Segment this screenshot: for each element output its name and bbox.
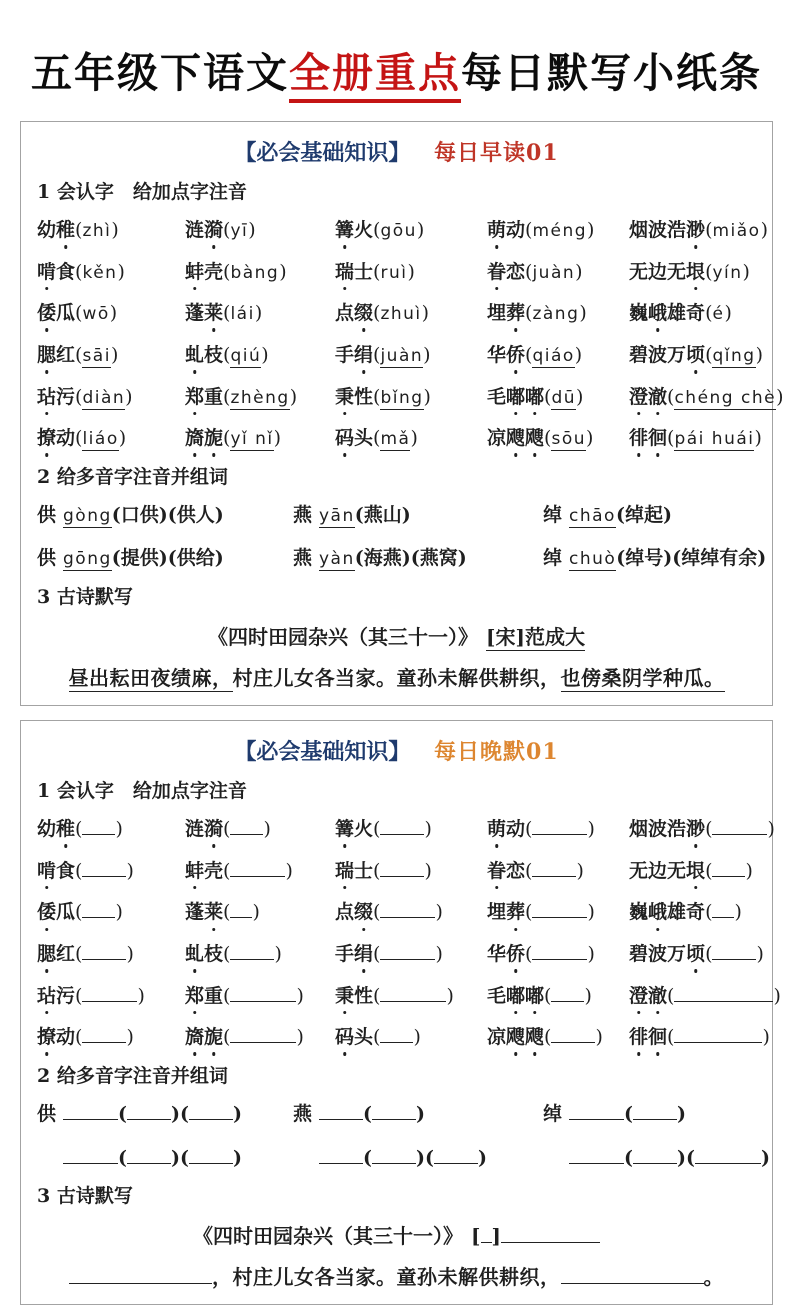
word-item: 华侨(qiáo): [487, 343, 629, 369]
word-item: 凉飕飕( ): [487, 1025, 629, 1051]
word-item: 点缀(zhuì): [335, 301, 487, 327]
word-item: 手绢( ): [335, 942, 487, 968]
word-item: 点缀( ): [335, 900, 487, 926]
word-item: 倭瓜(wō): [37, 301, 185, 327]
word-item: 澄澈(chéng chè): [629, 385, 784, 411]
word-item: 萌动(méng): [487, 218, 629, 244]
word-item: 埋葬(zàng): [487, 301, 629, 327]
word-item: 碧波万顷(qǐng): [629, 343, 784, 369]
poem-line-segment: ，村庄儿女各当家。童孙未解供耕织， 。: [69, 1265, 724, 1289]
word-item: 澄澈( ): [629, 984, 781, 1010]
poem-line: [35, 662, 758, 691]
title-prefix: 五年级下语文: [31, 49, 289, 97]
header-session: 每日晚默01: [434, 739, 559, 766]
evening-card: [20, 720, 781, 1305]
morning-card: [20, 121, 784, 706]
word-item: 玷污( ): [37, 984, 185, 1010]
card-header: [35, 136, 758, 167]
word-item: 巍峨雄奇(é): [629, 301, 784, 327]
word-item: 幼稚(zhì): [37, 218, 185, 244]
header-session: 每日早读01: [434, 140, 559, 166]
poem-line-segment: 也傍桑阴学种瓜。: [560, 666, 725, 691]
word-item: 无边无垠(yín): [629, 260, 784, 286]
title-highlight: 全册重点: [289, 49, 461, 103]
section-2-title: 2 给多音字注音并组词: [37, 465, 228, 488]
word-item: 幼稚( ): [37, 817, 185, 843]
word-grid: [37, 817, 781, 1051]
word-item: 蚌壳(bàng): [185, 260, 335, 286]
word-item: 华侨( ): [487, 942, 629, 968]
word-item: 码头(mǎ): [335, 426, 487, 452]
card-header: [35, 735, 758, 766]
word-item: 碧波万顷( ): [629, 942, 781, 968]
word-item: 旖旎(yǐ nǐ): [185, 426, 335, 452]
word-item: 玷污(diàn): [37, 385, 185, 411]
word-item: 篝火(gōu): [335, 218, 487, 244]
polyphone-cell: 供 gōng(提供)(供给): [37, 547, 224, 570]
poem-author: [ ]: [471, 1224, 600, 1248]
poem-head: [35, 1220, 758, 1249]
word-item: 涟漪( ): [185, 817, 335, 843]
poem-title: 《四时田园杂兴（其三十一）》: [193, 1224, 464, 1249]
word-item: 码头( ): [335, 1025, 487, 1051]
polyphone-cell: 绰 ( ): [543, 1103, 686, 1126]
word-item: 旖旎( ): [185, 1025, 335, 1051]
section-1-title: 1 会认字 给加点字注音: [37, 181, 247, 203]
title-suffix: 每日默写小纸条: [461, 49, 762, 97]
word-item: 烟波浩渺( ): [629, 817, 781, 843]
word-item: 倭瓜( ): [37, 900, 185, 926]
word-item: 瑞士( ): [335, 859, 487, 885]
polyphone-cell: ( )( ): [37, 1146, 293, 1172]
word-item: 徘徊(pái huái): [629, 426, 784, 452]
header-badge: 【必会基础知识】: [234, 739, 411, 766]
section-1-title: 1 会认字 给加点字注音: [37, 780, 247, 803]
poem-line: [35, 1261, 758, 1290]
poem-author: [宋]范成大: [486, 625, 585, 650]
polyphone-cell: 绰 chāo(绰起): [543, 503, 672, 526]
polyphone-cell: 燕 yàn(海燕)(燕窝): [293, 547, 467, 570]
word-item: 无边无垠( ): [629, 859, 781, 885]
word-item: 毛嘟嘟( ): [487, 984, 629, 1010]
polyphone-grid: [37, 1102, 770, 1171]
poem: [35, 1220, 758, 1290]
polyphone-cell: 供 gòng(口供)(供人): [37, 503, 224, 526]
word-item: 烟波浩渺(miǎo): [629, 218, 784, 244]
word-item: 撩动(liáo): [37, 426, 185, 452]
section-3-title: 3 古诗默写: [37, 1185, 133, 1208]
word-item: 秉性(bǐng): [335, 385, 487, 411]
polyphone-grid: [37, 503, 767, 572]
word-item: 郑重(zhèng): [185, 385, 335, 411]
polyphone-cell: 绰 chuò(绰号)(绰绰有余): [543, 547, 767, 570]
poem-line-segment: 村庄儿女各当家。童孙未解供耕织，: [232, 666, 561, 691]
poem-title: 《四时田园杂兴（其三十一）》: [208, 625, 479, 650]
word-item: 篝火( ): [335, 817, 487, 843]
word-item: 手绢(juàn): [335, 343, 487, 369]
word-item: 秉性( ): [335, 984, 487, 1010]
word-item: 凉飕飕(sōu): [487, 426, 629, 452]
polyphone-cell: ( )( ): [543, 1146, 770, 1172]
word-item: 埋葬( ): [487, 900, 629, 926]
word-item: 眷恋(juàn): [487, 260, 629, 286]
word-item: 啃食( ): [37, 859, 185, 885]
word-item: 撩动( ): [37, 1025, 185, 1051]
polyphone-cell: 供 ( )( ): [37, 1103, 242, 1126]
poem-head: [35, 621, 758, 650]
word-item: 蚌壳( ): [185, 859, 335, 885]
word-item: 虬枝(qiú): [185, 343, 335, 369]
word-item: 巍峨雄奇( ): [629, 900, 781, 926]
word-item: 眷恋( ): [487, 859, 629, 885]
word-item: 蓬莱( ): [185, 900, 335, 926]
polyphone-cell: 燕 yān(燕山): [293, 503, 411, 526]
word-item: 毛嘟嘟(dū): [487, 385, 629, 411]
polyphone-cell: ( )( ): [293, 1146, 543, 1172]
section-2-title: 2 给多音字注音并组词: [37, 1064, 228, 1087]
word-item: 啃食(kěn): [37, 260, 185, 286]
word-item: 涟漪(yī): [185, 218, 335, 244]
word-item: 腮红(sāi): [37, 343, 185, 369]
polyphone-cell: 燕 ( ): [293, 1103, 425, 1126]
header-badge: 【必会基础知识】: [234, 140, 411, 166]
poem: [35, 621, 758, 691]
word-item: 腮红( ): [37, 942, 185, 968]
word-item: 蓬莱(lái): [185, 301, 335, 327]
word-item: 瑞士(ruì): [335, 260, 487, 286]
poem-line-segment: 昼出耘田夜绩麻，: [68, 666, 233, 691]
word-grid: [37, 218, 784, 452]
section-3-title: 3 古诗默写: [37, 586, 133, 609]
page-title: [0, 40, 793, 99]
word-item: 萌动( ): [487, 817, 629, 843]
word-item: 徘徊( ): [629, 1025, 781, 1051]
word-item: 郑重( ): [185, 984, 335, 1010]
word-item: 虬枝( ): [185, 942, 335, 968]
